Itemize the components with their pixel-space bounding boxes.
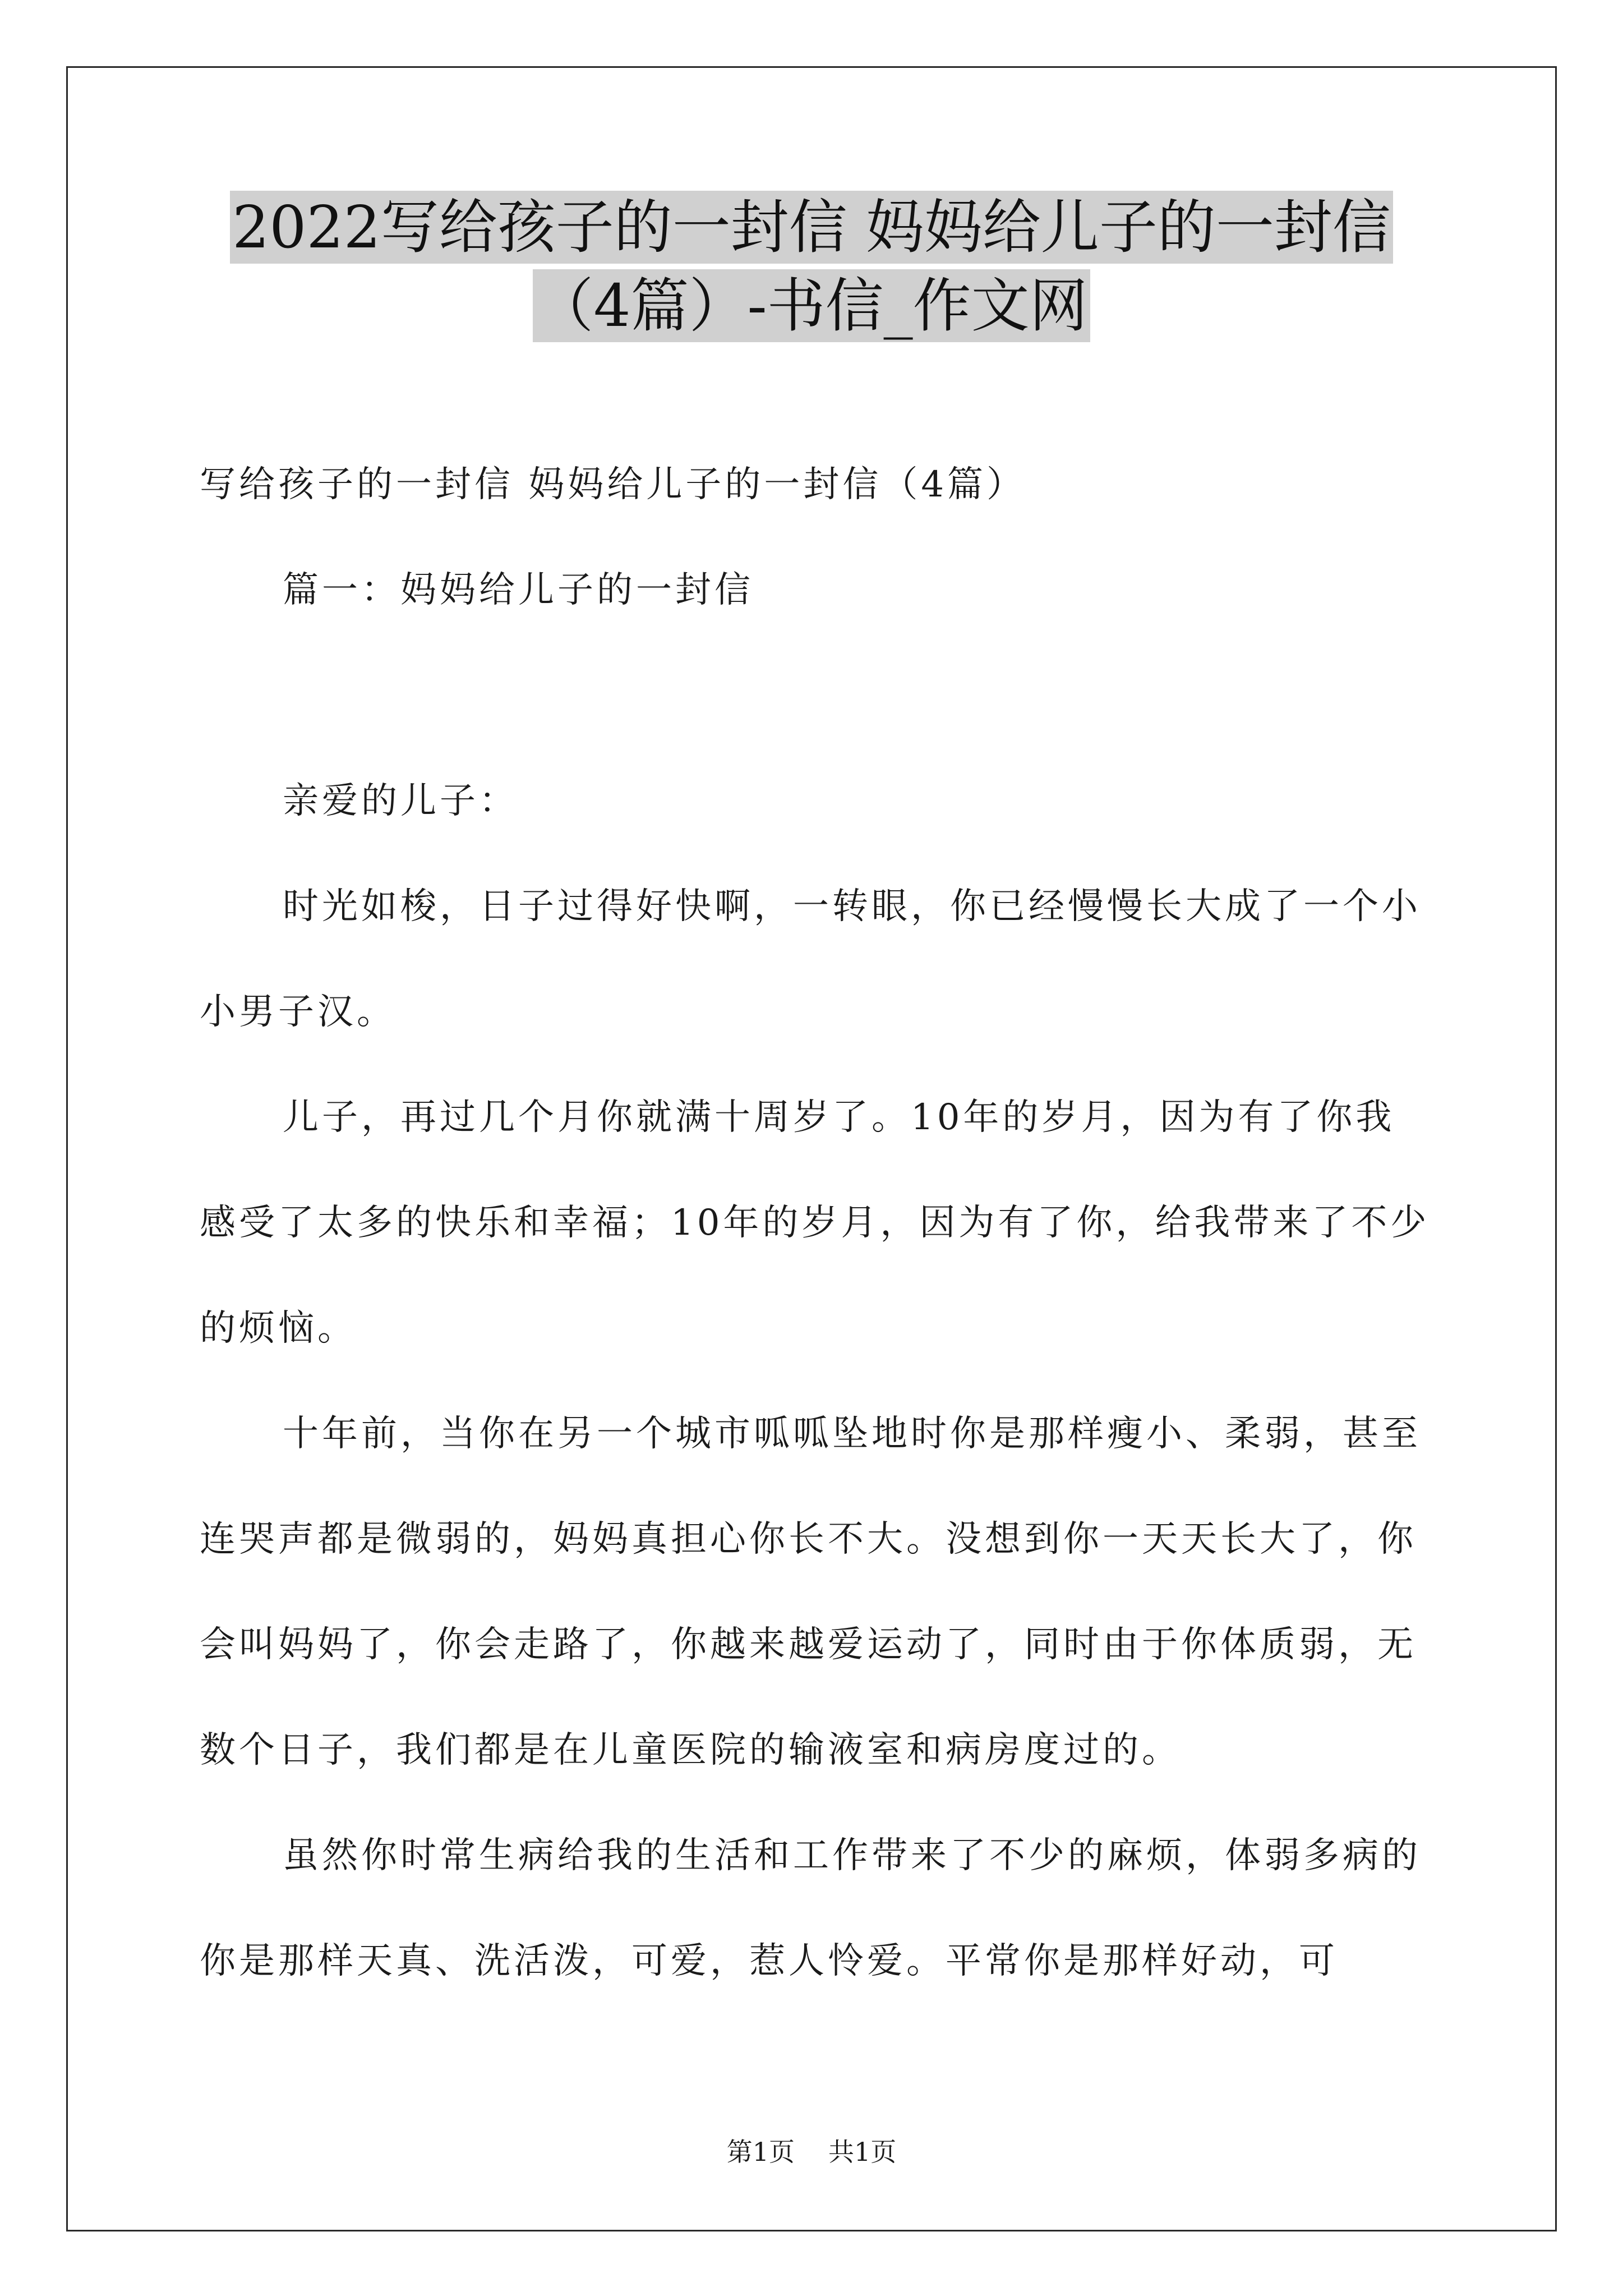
title-line-1: 2022写给孩子的一封信 妈妈给儿子的一封信 (230, 191, 1393, 264)
salutation: 亲爱的儿子： (283, 780, 518, 822)
paragraph: 儿子，再过几个月你就满十周岁了。10年的岁月，因为有了你我感受了太多的快乐和幸福；10年的岁月，因为有了你，给我带来了不少的烦恼。 (200, 1097, 1430, 1349)
paragraph: 虽然你时常生病给我的生活和工作带来了不少的麻烦，体弱多病的你是那样天真、洗活泼，可爱，惹人怜爱。平常你是那样好动，可 (200, 1835, 1421, 1982)
paragraph: 十年前，当你在另一个城市呱呱坠地时你是那样瘦小、柔弱，甚至连哭声都是微弱的，妈妈真担心你长不大。没想到你一天天长大了，你会叫妈妈了，你会走路了，你越来越爱运动了，同时由于你体质弱，无数个日子，我们都是在儿童医院的输液室和病房度过的。 (200, 1413, 1421, 1771)
subtitle: 写给孩子的一封信 妈妈给儿子的一封信（4篇） (200, 464, 1026, 505)
page-number: 第1页 (726, 2137, 795, 2167)
paragraph: 时光如梭，日子过得好快啊，一转眼，你已经慢慢长大成了一个小小男子汉。 (200, 886, 1421, 1033)
page-total: 共1页 (828, 2137, 897, 2167)
document-body (200, 432, 1433, 2014)
blank-line (200, 643, 1433, 748)
page-footer (66, 2132, 1557, 2169)
section-heading: 篇一：妈妈给儿子的一封信 (283, 569, 754, 611)
title-line-2: （4篇）-书信_作文网 (533, 269, 1090, 342)
document-title (66, 191, 1557, 342)
